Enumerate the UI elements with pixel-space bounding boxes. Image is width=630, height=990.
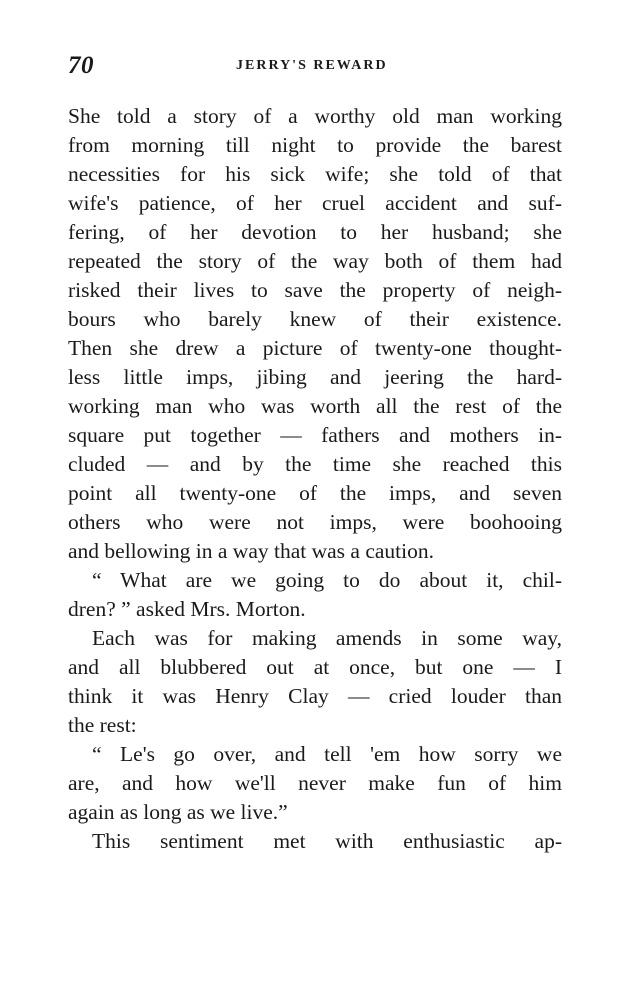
text-line: think it was Henry Clay — cried louder than xyxy=(68,684,562,708)
text-line: dren? ” asked Mrs. Morton. xyxy=(68,597,306,621)
text-line: wife's patience, of her cruel accident and suf- xyxy=(68,191,562,215)
text-line: again as long as we live.” xyxy=(68,800,288,824)
text-line: She told a story of a worthy old man working xyxy=(68,104,562,128)
text-line: and bellowing in a way that was a caution. xyxy=(68,539,434,563)
text-line: Then she drew a picture of twenty-one thought- xyxy=(68,336,562,360)
text-line: This sentiment met with enthusiastic ap- xyxy=(92,829,562,853)
text-line: necessities for his sick wife; she told of that xyxy=(68,162,562,186)
running-title: JERRY'S REWARD xyxy=(236,58,388,73)
text-line: risked their lives to save the property of neigh- xyxy=(68,278,562,302)
text-line: Each was for making amends in some way, xyxy=(92,626,562,650)
text-line: from morning till night to provide the barest xyxy=(68,133,562,157)
text-line: working man who was worth all the rest of the xyxy=(68,394,562,418)
text-line: the rest: xyxy=(68,713,137,737)
text-line: bours who barely knew of their existence. xyxy=(68,307,562,331)
text-line: others who were not imps, were boohooing xyxy=(68,510,562,534)
text-line: point all twenty-one of the imps, and seven xyxy=(68,481,562,505)
text-line: less little imps, jibing and jeering the hard- xyxy=(68,365,562,389)
text-line: “ Le's go over, and tell 'em how sorry we xyxy=(92,742,562,766)
page-number: 70 xyxy=(68,52,94,79)
text-line: repeated the story of the way both of them had xyxy=(68,249,562,273)
text-line: and all blubbered out at once, but one — I xyxy=(68,655,562,679)
text-line: are, and how we'll never make fun of him xyxy=(68,771,562,795)
text-line: cluded — and by the time she reached this xyxy=(68,452,562,476)
body-text xyxy=(68,102,562,856)
text-line: fering, of her devotion to her husband; she xyxy=(68,220,562,244)
running-head xyxy=(68,52,562,82)
text-line: “ What are we going to do about it, chil- xyxy=(92,568,562,592)
text-line: square put together — fathers and mothers in- xyxy=(68,423,562,447)
